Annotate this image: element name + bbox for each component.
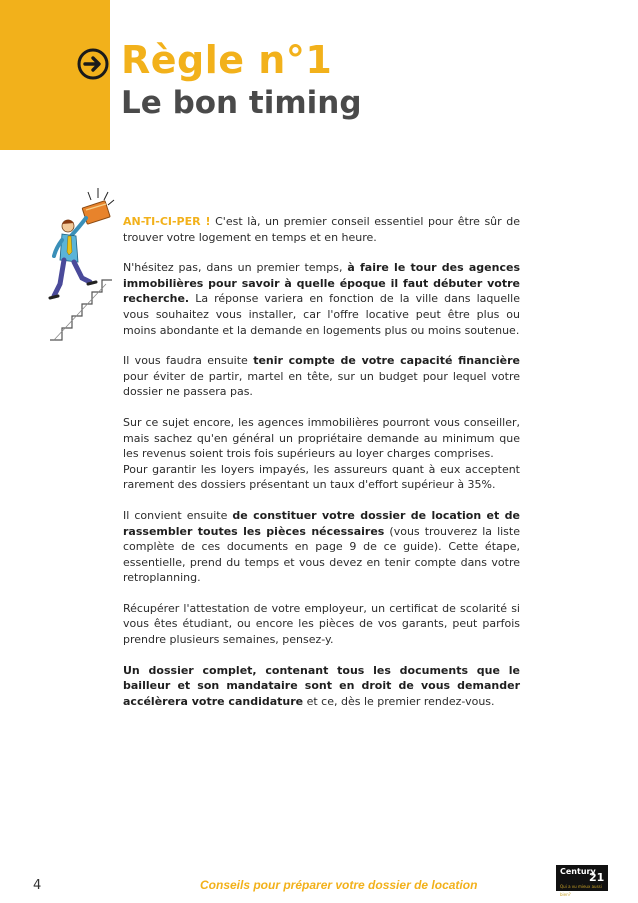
paragraph-text: Il vous faudra ensuite [123,354,254,368]
paragraph-text: C'est là, un premier conseil essentiel pour être sûr de trouver votre logement en temps et en heure. [123,215,521,244]
man-climbing-stairs-illustration [48,186,126,342]
paragraph-text: Sur ce sujet encore, les agences immobilières pourront vous conseiller, mais sachez qu'en général un propriétaire demande au minimum que les revenus soient trois fois supérieurs au loyer charges comprises. [123,415,520,461]
page-subtitle: Le bon timing [121,85,362,121]
right-arrow-circle-icon [77,48,109,80]
paragraph-text: Il convient ensuite [123,508,233,522]
paragraph-anticiper [123,214,520,245]
paragraph-conclusion [123,663,520,710]
paragraph-text: (vous trouverez la liste complète de ces documents en page 9 de ce guide). Cette étape, essentielle, prend du temps et vous devez en tenir compte dans votre retroplanning. [123,524,520,585]
lead-anticiper: AN-TI-CI-PER ! [123,215,211,228]
paragraph-attestation [123,601,520,648]
paragraph-revenus [123,415,520,493]
paragraph-emphasis: de constituer votre dossier de location et de rassembler toutes les pièces nécessaires [123,508,520,538]
century21-logo [556,865,608,897]
paragraph-text: Récupérer l'attestation de votre employeur, un certificat de scolarité si vous êtes étudiant, ou encore les pièces de vos garants, peut parfois prendre plusieurs semaines, pensez-y. [123,601,520,647]
page-title: Règle n°1 [121,38,333,82]
logo-tagline: Qui a vu mieux aussi bien? [560,884,602,897]
paragraph-text: et ce, dès le premier rendez-vous. [303,694,495,708]
page-number: 4 [33,878,42,893]
main-content [123,214,520,724]
paragraph-dossier [123,508,520,586]
paragraph-text: pour éviter de partir, martel en tête, sur un budget pour lequel votre dossier ne passera pas. [123,369,520,399]
paragraph-emphasis: tenir compte de votre capacité financière [253,354,521,368]
footer-title: Conseils pour préparer votre dossier de location [200,878,478,892]
paragraph-text: N'hésitez pas, dans un premier temps, [123,261,348,275]
paragraph-emphasis: à faire le tour des agences immobilières pour savoir à quelle époque il faut débuter votre recherche. [123,261,520,306]
paragraph-capacite [123,353,520,400]
paragraph-agences [123,260,520,338]
paragraph-text: La réponse variera en fonction de la ville dans laquelle vous souhaitez vous installer, car l'offre locative peut être plus ou moins abondante et la demande en logements plus ou moins soutenue. [123,292,520,337]
paragraph-emphasis: Un dossier complet, contenant tous les documents que le bailleur et son mandataire sont en droit de vous demander accélèrera votre candidature [123,663,520,708]
paragraph-text: Pour garantir les loyers impayés, les assureurs quant à eux acceptent rarement des dossiers présentant un taux d'effort supérieur à 35%. [123,462,520,492]
logo-number: 21 [589,871,605,884]
logo-wordmark: Century [560,867,596,876]
